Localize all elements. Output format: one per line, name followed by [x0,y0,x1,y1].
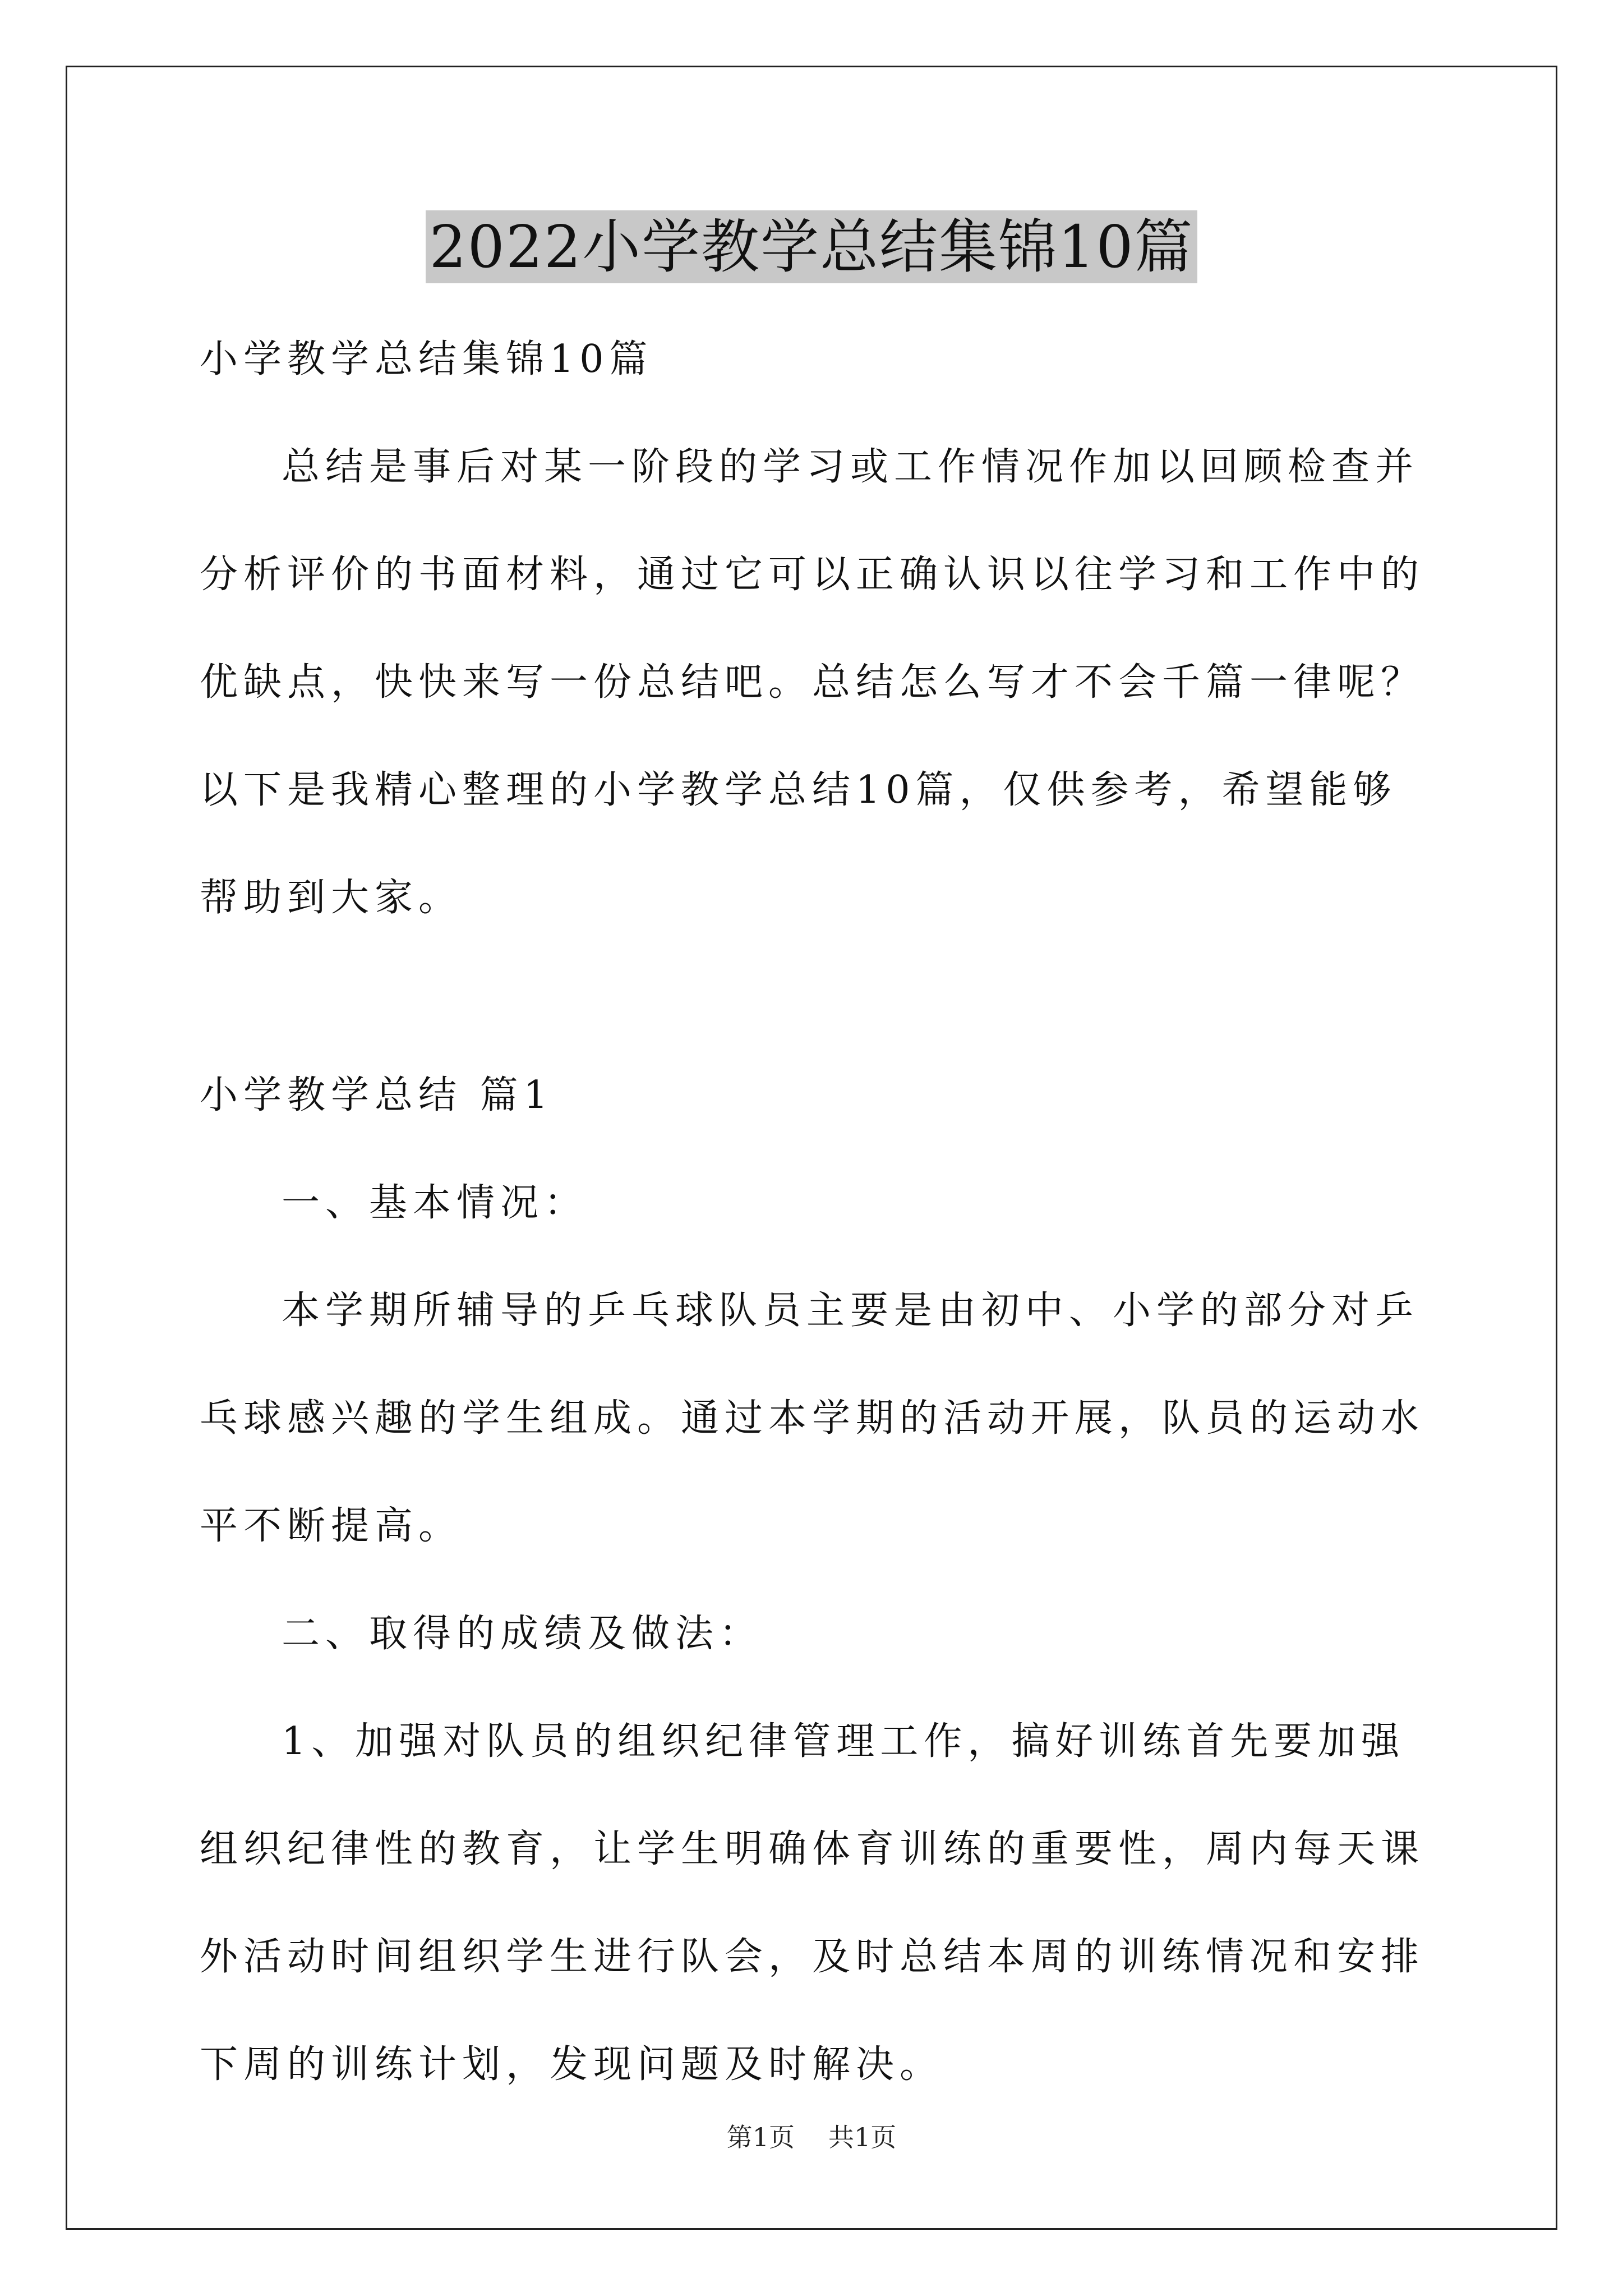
page-number-current: 第1页 [726,2122,795,2152]
intro-paragraph: 总结是事后对某一阶段的学习或工作情况作加以回顾检查并分析评价的书面材料，通过它可以正确认识以往学习和工作中的优缺点，快快来写一份总结吧。总结怎么写才不会千篇一律呢？以下是我精心整理的小学教学总结10篇，仅供参考，希望能够帮助到大家。 [200,445,1425,920]
section-heading: 小学教学总结 篇1 [200,1073,554,1117]
document-title-text: 2022小学教学总结集锦10篇 [426,210,1197,283]
page-number-total: 共1页 [828,2122,897,2152]
page-footer [0,2120,1623,2154]
body-paragraph-1: 一、基本情况： [282,1181,588,1225]
body-paragraph-4: 1、加强对队员的组织纪律管理工作，搞好训练首先要加强组织纪律性的教育，让学生明确体育训练的重要性，周内每天课外活动时间组织学生进行队会，及时总结本周的训练情况和安排下周的训练计划，发现问题及时解决。 [200,1719,1425,2087]
document-subtitle: 小学教学总结集锦10篇 [200,337,653,381]
body-paragraph-3: 二、取得的成绩及做法： [282,1612,763,1656]
document-body [200,306,1439,2119]
body-paragraph-2: 本学期所辅导的乒乓球队员主要是由初中、小学的部分对乒乓球感兴趣的学生组成。通过本学期的活动开展，队员的运动水平不断提高。 [200,1289,1425,1548]
document-title [0,208,1623,286]
